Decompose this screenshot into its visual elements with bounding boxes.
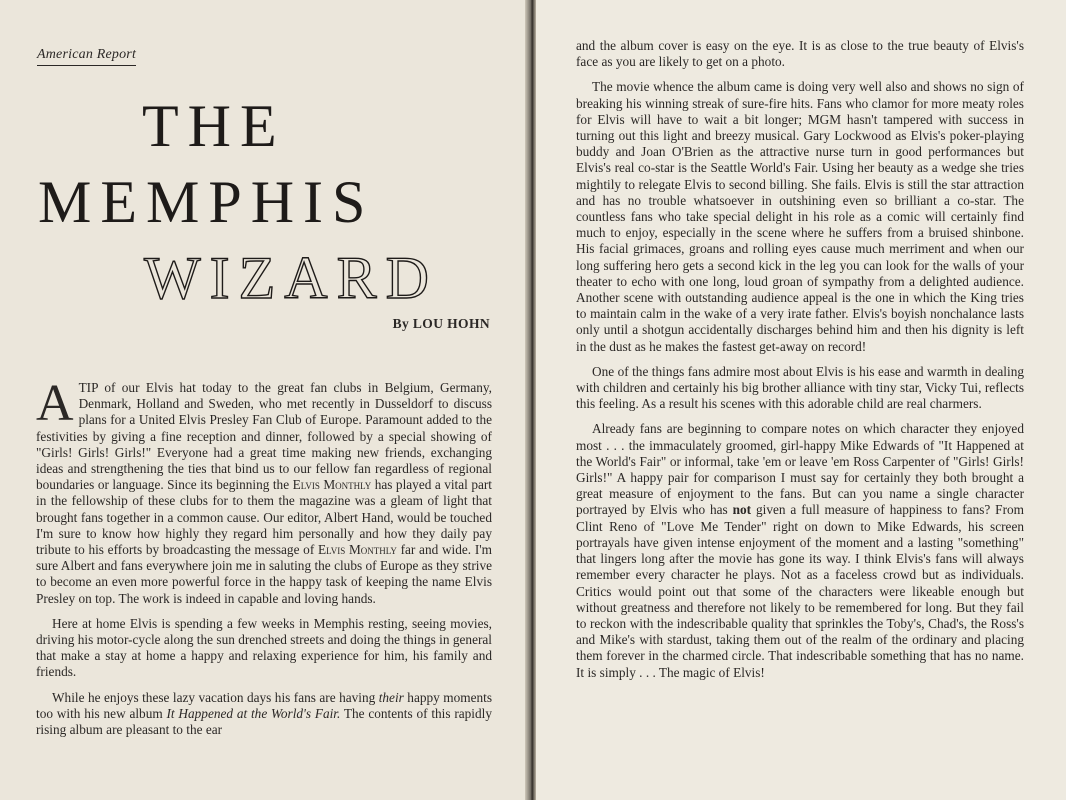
article-body-right bbox=[576, 38, 1024, 690]
article-body-left bbox=[36, 375, 492, 747]
paragraph: Already fans are beginning to compare notes on which character they enjoyed most . . . the immaculately groomed, girl-happy Mike Edwards of "It Happened at the World's Fair" or informal, take 'em or leave 'em Ross Carpenter of "Girls! Girls! Girls!" A happy pair for comparison I must say for certainly they both brought a great measure of enjoyment to the fans. But can you name a single character portrayed by Elvis who has not given a full measure of happiness to fans? From Clint Reno of "Love Me Tender" right on down to Mike Edwards, his screen portrayals have given intense enjoyment of the moment and a lasting "something" that lingers long after the movie has gone its way. I think Elvis's fans will always remember every character he plays. Not as a faceless crowd but as individuals. Critics would point out that some of the characters were likeable enough but without greatness and therefore not likely to be remembered for long. But they fail to reckon with the indescribable quality that sprinkles the Toby's, Chad's, the Ross's and Mike's with stardust, taking them out of the realm of the ordinary and placing them forever in the charmed circle. That indescribable something that has no name. It is simply . . . The magic of Elvis! bbox=[576, 421, 1024, 680]
paragraph: One of the things fans admire most about Elvis is his ease and warmth in dealing with children and certainly his big brother alliance with tiny star, Vicky Tui, reflects this feeling. As a result his scenes with this adorable child are real charmers. bbox=[576, 363, 1024, 412]
title-line-2: MEMPHIS bbox=[38, 169, 375, 235]
drop-cap: A bbox=[36, 375, 74, 432]
paragraph: and the album cover is easy on the eye. It is as close to the true beauty of Elvis's face as you are likely to get on a photo. bbox=[576, 38, 1024, 70]
paragraph: The movie whence the album came is doing very well also and shows no sign of breaking his winning streak of sure-fire hits. Fans who clamor for more meaty roles for Elvis will have to wait a bit longer; MGM hasn't tampered with success in turning out this light and breezy musical. Gary Lockwood as Elvis's poker-playing buddy and Joan O'Brien as the attractive nurse turn in good performances but Elvis's real co-star is the Seattle World's Fair. Using her beauty as a wedge she tries mightily to relegate Elvis to second billing. She fails. Elvis is still the star attraction and has no trouble whatsoever in outshining even so brilliant a co-star. The countless fans who take special delight in his role as a comic will certainly find much to enjoy, especially in the scene where he suffers from a bruised shinbone. His facial grimaces, groans and rolling eyes cause much merriment and when our long suffering hero gets a second kick in the leg you can look for the walls of your theater to echo with one long, loud groan of sympathy from a delighted audience. Another scene with outstanding audience appeal is the one in which the King tries to maintain calm in the wake of a very irate father. Elvis's boyish nonchalance lasts only until a shotgun accidentally discharges behind him and then his dignity is left in the dust as he makes the fastest get-away on record! bbox=[576, 79, 1024, 354]
section-tag: American Report bbox=[37, 47, 136, 66]
paragraph: A TIP of our Elvis hat today to the great fan clubs in Belgium, Germany, Denmark, Holland and Sweden, who met recently in Dusseldorf to discuss plans for a United Elvis Presley Fan Club of Europe. Paramount added to the festivities by giving a fine reception and dinner, followed by a special showing of "Girls! Girls! Girls!" Everyone had a great time making new friends, exchanging ideas and strengthening the ties that bind us to our fellow fan regardless of regional boundaries or language. Since its beginning the Elvis Monthly has played a vital part in the fellowship of these clubs for to them the magazine was a gleam of light that brought fans together in a common cause. Our editor, Albert Hand, would be touched I'm sure to know how highly they regard him personally and how they daily pay tribute to his efforts by broadcasting the message of Elvis Monthly far and wide. I'm sure Albert and fans everywhere join me in saluting the clubs of Europe as they strive to become an even more powerful force in the happy task of keeping the name Elvis Presley on top. The work is indeed in capable and loving hands. bbox=[36, 375, 492, 606]
paragraph: While he enjoys these lazy vacation days his fans are having their happy moments too with his new album It Happened at the World's Fair. The contents of this rapidly rising album are pleasant to the ear bbox=[36, 689, 492, 738]
byline: By LOU HOHN bbox=[392, 316, 490, 331]
left-page bbox=[0, 0, 527, 800]
title-line-1: THE bbox=[142, 93, 286, 159]
title-line-3: WIZARD bbox=[144, 245, 438, 311]
article-title bbox=[38, 88, 478, 316]
paragraph: Here at home Elvis is spending a few weeks in Memphis resting, seeing movies, driving his motor-cycle along the sun drenched streets and doing the things in general that make a stay at home a happy and relaxing experience for him, his family and friends. bbox=[36, 615, 492, 680]
right-page bbox=[536, 0, 1066, 800]
